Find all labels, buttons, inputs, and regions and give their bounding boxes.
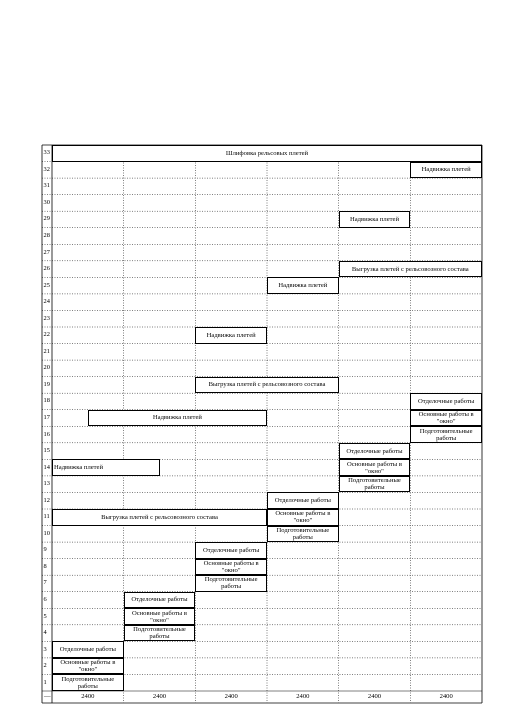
task-bar: Отделочные работы [410, 393, 482, 410]
row-label: 6 [43, 596, 47, 603]
column-label: 2400 [152, 693, 167, 700]
task-bar: Основные работы в "окно" [124, 608, 196, 625]
task-bar: Подготовительные работы [410, 426, 482, 443]
task-bar: Надвижка плетей [88, 410, 267, 427]
row-label: 10 [43, 529, 50, 537]
task-bar: Основные работы в "окно" [195, 559, 267, 576]
row-label: 22 [43, 331, 50, 339]
column-label: 2400 [367, 693, 382, 700]
row-label: 31 [43, 182, 50, 190]
row-label: 12 [43, 496, 50, 504]
row-label: 29 [43, 215, 50, 223]
row-label: 26 [43, 265, 50, 273]
row-label: 28 [43, 232, 50, 239]
task-bar: Подготовительные работы [52, 674, 124, 691]
row-label: 2 [43, 662, 47, 670]
column-label: 2400 [81, 693, 95, 700]
task-bar: Отделочные работы [267, 492, 339, 509]
row-label: 30 [43, 198, 50, 206]
row-label: 16 [43, 430, 50, 438]
task-bar: Основные работы в "окно" [410, 410, 482, 427]
task-bar: Основные работы в "окно" [267, 509, 339, 526]
task-bar: Надвижка плетей [339, 211, 411, 228]
column-label: 2400 [224, 693, 238, 700]
task-bar: Надвижка плетей [410, 162, 482, 179]
task-bar: Отделочные работы [339, 443, 411, 460]
row-label: 25 [43, 281, 50, 289]
column-label: 2400 [439, 693, 453, 700]
task-bar: Надвижка плетей [195, 327, 267, 344]
task-bar: Отделочные работы [124, 592, 196, 609]
row-label: 19 [43, 380, 50, 388]
column-label: 2400 [296, 693, 310, 700]
task-bar: Основные работы в "окно" [52, 658, 124, 675]
task-bar: Выгрузка плетей с рельсовозного состава [52, 509, 267, 526]
row-label: 24 [43, 298, 50, 306]
row-label: 32 [43, 165, 50, 173]
row-label: 18 [43, 397, 50, 405]
task-bar: Основные работы в "окно" [339, 459, 411, 476]
row-label: 3 [43, 645, 47, 653]
row-label: 14 [43, 463, 50, 471]
row-label: 21 [43, 347, 50, 355]
row-label: 13 [43, 480, 50, 488]
row-label: 1 [43, 678, 47, 686]
task-bar: Подготовительные работы [124, 625, 196, 642]
row-label: 5 [43, 612, 47, 620]
row-label: 11 [43, 513, 50, 521]
task-bar: Подготовительные работы [267, 526, 339, 543]
task-bar: Шлифовка рельсовых плетей [52, 145, 482, 162]
task-bar: Подготовительные работы [339, 476, 411, 493]
row-label: 15 [43, 447, 50, 455]
row-label: 27 [43, 248, 50, 256]
task-bar: Надвижка плетей [267, 277, 339, 294]
row-label: 17 [43, 414, 50, 421]
row-label: 8 [43, 562, 47, 570]
corner-label: — [44, 693, 51, 700]
task-bar: Отделочные работы [52, 641, 124, 658]
task-bar: Надвижка плетей [52, 459, 160, 476]
task-bar: Выгрузка плетей с рельсовозного состава [339, 261, 482, 278]
row-label: 33 [43, 149, 50, 157]
task-bar: Подготовительные работы [195, 575, 267, 592]
task-bar: Выгрузка плетей с рельсовозного состава [195, 377, 338, 394]
row-label: 4 [43, 629, 47, 637]
row-label: 23 [43, 314, 50, 322]
task-bar: Отделочные работы [195, 542, 267, 559]
row-label: 9 [43, 546, 47, 554]
row-label: 7 [43, 579, 47, 587]
row-label: 20 [43, 364, 50, 372]
